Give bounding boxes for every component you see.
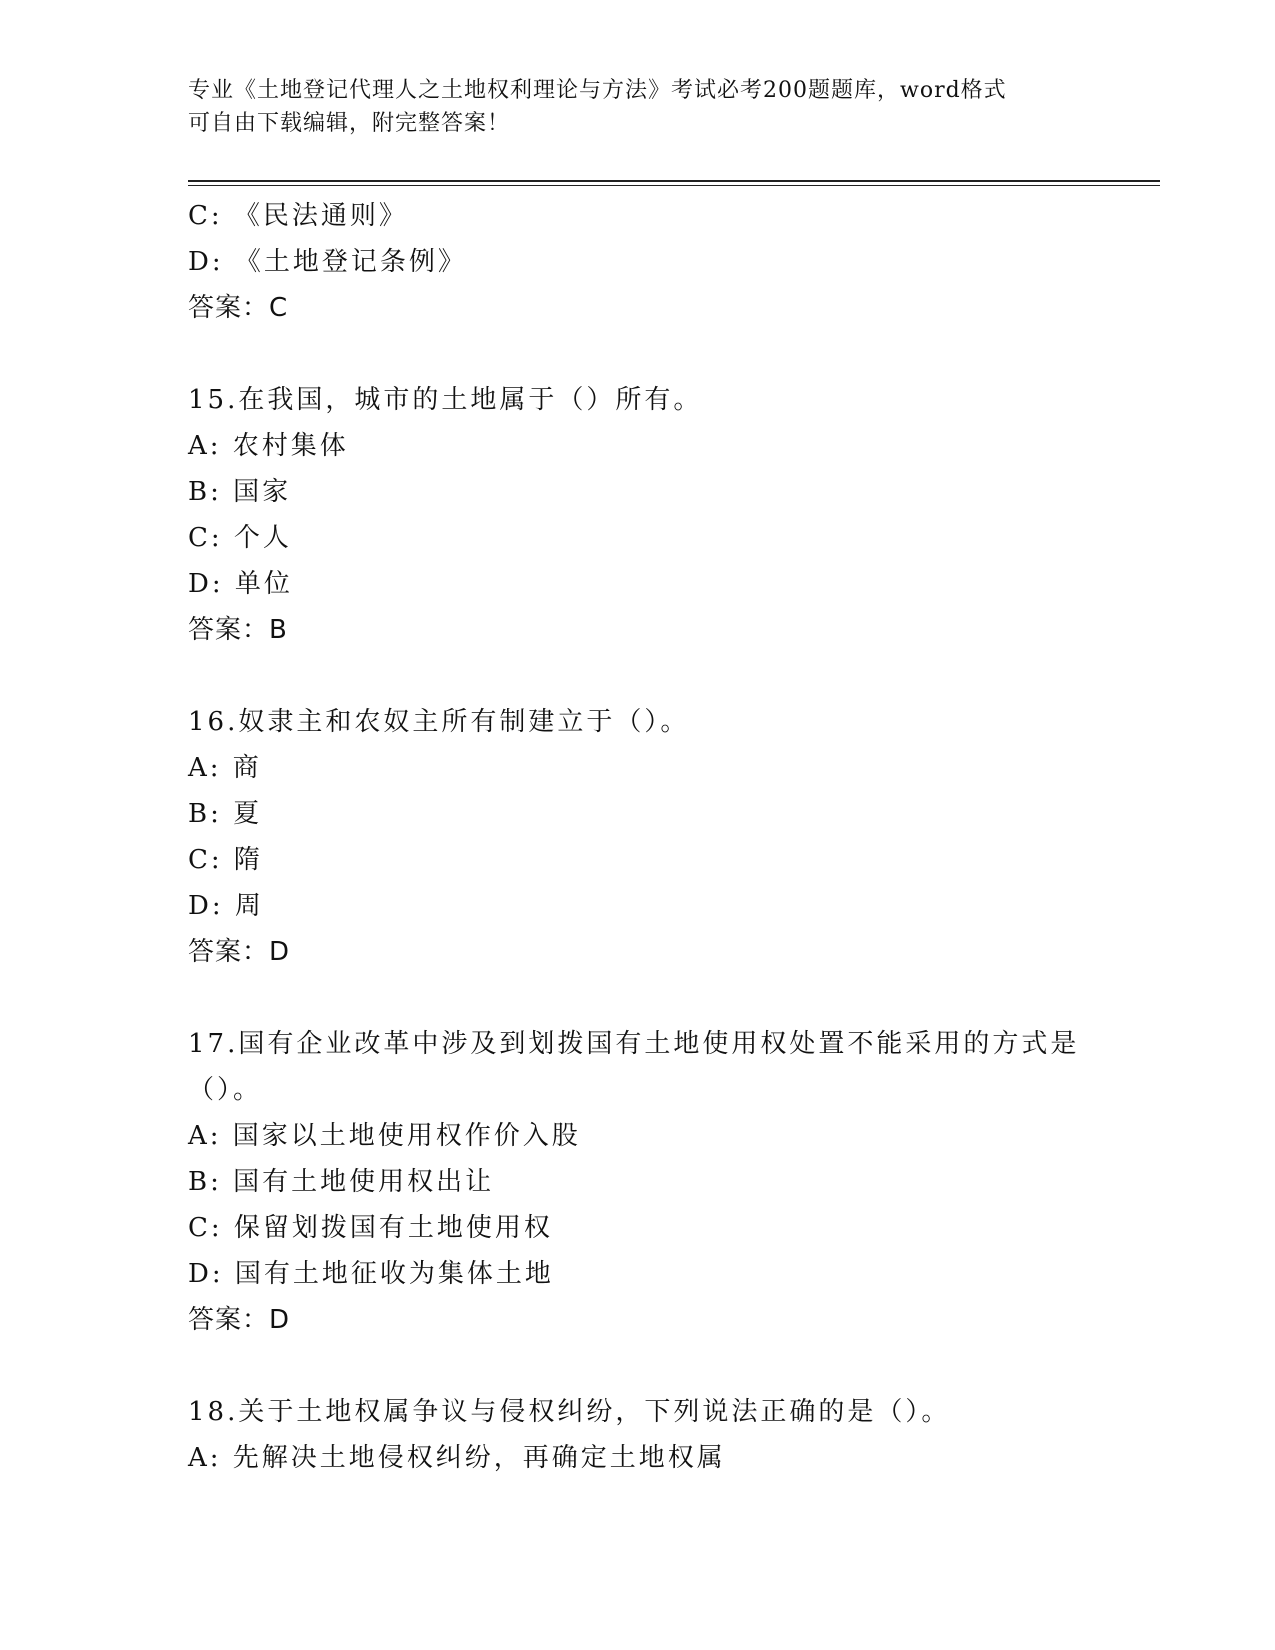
option-d: D: 单位 [188,569,293,599]
option-a: A: 先解决土地侵权纠纷，再确定土地权属 [188,1443,726,1473]
question-18 [188,1389,1088,1481]
option-d: D: 周 [188,891,264,921]
option-c: C: 保留划拨国有土地使用权 [188,1213,553,1243]
option-b: B: 国家 [188,477,292,507]
option-d: D: 《土地登记条例》 [188,247,467,277]
option-a: A: 商 [188,753,262,783]
option-c: C: 个人 [188,523,292,553]
header-divider-thin [188,185,1160,186]
answer-label: 答案：D [188,937,291,967]
question-stem: 15.在我国，城市的土地属于（）所有。 [188,385,703,415]
spacer [188,975,1088,1021]
header-line-1: 专业《土地登记代理人之土地权利理论与方法》考试必考200题题库，word格式 [188,78,1007,103]
option-d: D: 国有土地征收为集体土地 [188,1259,554,1289]
option-a: A: 国家以土地使用权作价入股 [188,1121,581,1151]
option-c: C: 《民法通则》 [188,201,408,231]
question-stem: 18.关于土地权属争议与侵权纠纷，下列说法正确的是（）。 [188,1397,951,1427]
spacer [188,1343,1088,1389]
document-header [188,74,1088,140]
question-16 [188,699,1088,975]
spacer [188,653,1088,699]
option-b: B: 夏 [188,799,263,829]
question-stem: 16.奴隶主和农奴主所有制建立于（）。 [188,707,690,737]
answer-label: 答案：C [188,293,289,323]
answer-label: 答案：B [188,615,288,645]
question-list [188,193,1088,1481]
option-b: B: 国有土地使用权出让 [188,1167,495,1197]
question-stem-line-2: （）。 [188,1075,263,1105]
header-line-2: 可自由下载编辑，附完整答案！ [188,111,511,136]
answer-label: 答案：D [188,1305,291,1335]
question-15 [188,377,1088,653]
option-a: A: 农村集体 [188,431,349,461]
question-stem-line-1: 17.国有企业改革中涉及到划拨国有土地使用权处置不能采用的方式是 [188,1029,1080,1059]
option-c: C: 隋 [188,845,263,875]
spacer [188,331,1088,377]
question-17 [188,1021,1088,1343]
header-divider-thick [188,180,1160,182]
question-14-tail [188,193,1088,331]
